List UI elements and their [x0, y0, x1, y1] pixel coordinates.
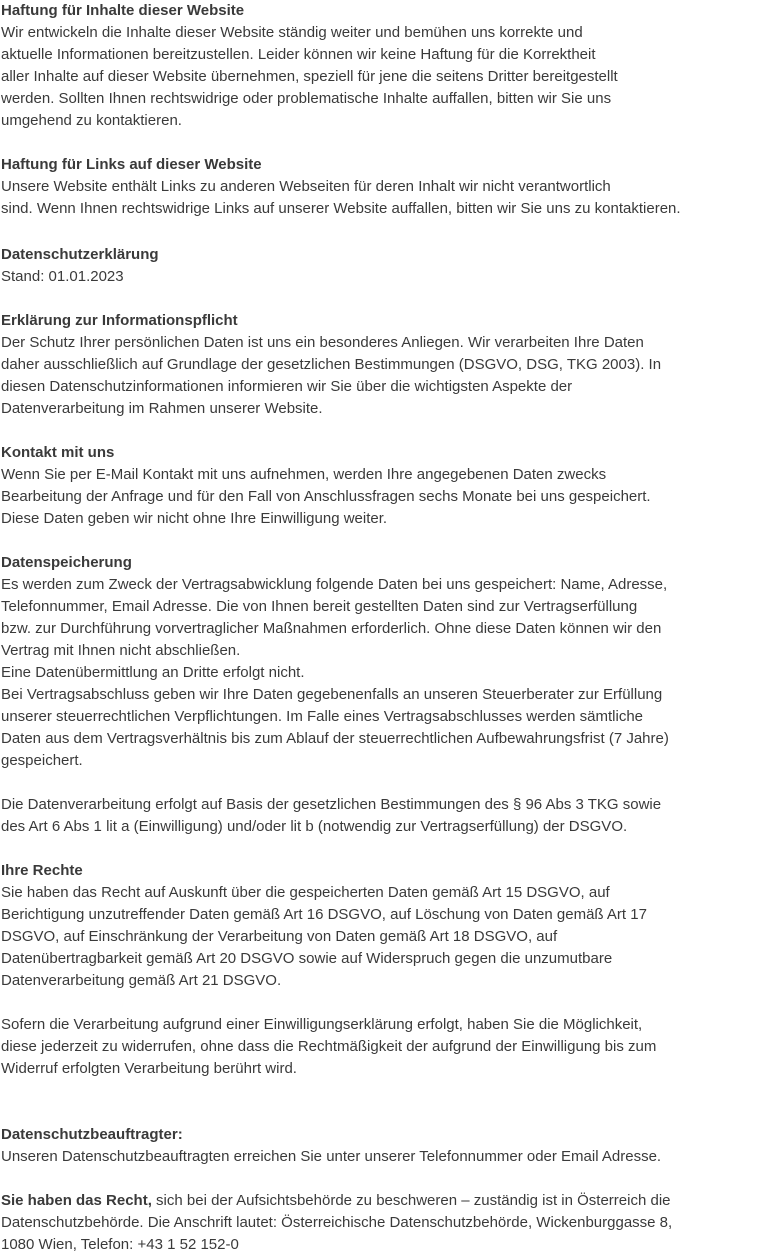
paragraph-line: Der Schutz Ihrer persönlichen Daten ist uns ein besonderes Anliegen. Wir verarbeiten Ihre Daten	[1, 334, 644, 351]
paragraph-line: Stand: 01.01.2023	[1, 268, 124, 285]
paragraph-line: gespeichert.	[1, 752, 83, 769]
paragraph-line: unserer steuerrechtlichen Verpflichtungen. Im Falle eines Vertragsabschlusses werden sämtliche	[1, 708, 643, 725]
section-information-duty	[1, 310, 761, 420]
complaint-bold-lead: Sie haben das Recht,	[1, 1192, 152, 1209]
paragraph-line: Wenn Sie per E-Mail Kontakt mit uns aufnehmen, werden Ihre angegebenen Daten zwecks	[1, 466, 607, 483]
section-content-liability	[1, 0, 761, 132]
paragraph-line: Widerruf erfolgten Verarbeitung berührt wird.	[1, 1060, 297, 1077]
section-privacy-policy	[1, 244, 761, 288]
paragraph-line: Telefonnummer, Email Adresse. Die von Ihnen bereit gestellten Daten sind zur Vertragserfüllung	[1, 598, 638, 615]
section-heading: Ihre Rechte	[1, 862, 83, 879]
section-heading: Haftung für Links auf dieser Website	[1, 156, 262, 173]
paragraph-line: Sie haben das Recht auf Auskunft über die gespeicherten Daten gemäß Art 15 DSGVO, auf	[1, 884, 610, 901]
section-heading: Haftung für Inhalte dieser Website	[1, 2, 245, 19]
paragraph-line: DSGVO, auf Einschränkung der Verarbeitung von Daten gemäß Art 18 DSGVO, auf	[1, 928, 558, 945]
section-heading: Datenspeicherung	[1, 554, 132, 571]
section-links-liability	[1, 154, 761, 220]
paragraph-line: Datenverarbeitung gemäß Art 21 DSGVO.	[1, 972, 282, 989]
section-data-protection-officer	[1, 1124, 761, 1168]
paragraph-line: Bei Vertragsabschluss geben wir Ihre Daten gegebenenfalls an unseren Steuerberater zur Erfüllung	[1, 686, 663, 703]
section-data-storage	[1, 552, 761, 838]
paragraph-line: bzw. zur Durchführung vorvertraglicher Maßnahmen erforderlich. Ohne diese Daten können wir den	[1, 620, 662, 637]
paragraph-line: Die Datenverarbeitung erfolgt auf Basis der gesetzlichen Bestimmungen des § 96 Abs 3 TKG sowie	[1, 796, 662, 813]
paragraph-line: aller Inhalte auf dieser Website übernehmen, speziell für jene die seitens Dritter bereitgestellt	[1, 68, 618, 85]
section-heading: Erklärung zur Informationspflicht	[1, 312, 238, 329]
paragraph-line: Es werden zum Zweck der Vertragsabwicklung folgende Daten bei uns gespeichert: Name, Adresse,	[1, 576, 668, 593]
complaint-first-line-rest: sich bei der Aufsichtsbehörde zu beschweren – zuständig ist in Österreich die	[151, 1192, 671, 1209]
section-contact	[1, 442, 761, 530]
paragraph-line: Datenverarbeitung im Rahmen unserer Website.	[1, 400, 323, 417]
paragraph-line: Eine Datenübermittlung an Dritte erfolgt nicht.	[1, 664, 305, 681]
paragraph-line: 1080 Wien, Telefon: +43 1 52 152-0	[1, 1236, 239, 1253]
paragraph-line: daher ausschließlich auf Grundlage der gesetzlichen Bestimmungen (DSGVO, DSG, TKG 2003). In	[1, 356, 662, 373]
paragraph-line: des Art 6 Abs 1 lit a (Einwilligung) und/oder lit b (notwendig zur Vertragserfüllung) der DSGVO.	[1, 818, 628, 835]
paragraph-line: Datenübertragbarkeit gemäß Art 20 DSGVO sowie auf Widerspruch gegen die unzumutbare	[1, 950, 613, 967]
paragraph-line: Unsere Website enthält Links zu anderen Webseiten für deren Inhalt wir nicht verantwortlich	[1, 178, 611, 195]
paragraph-line: umgehend zu kontaktieren.	[1, 112, 182, 129]
paragraph-line: Berichtigung unzutreffender Daten gemäß Art 16 DSGVO, auf Löschung von Daten gemäß Art 17	[1, 906, 647, 923]
paragraph-line: Wir entwickeln die Inhalte dieser Website ständig weiter und bemühen uns korrekte und	[1, 24, 583, 41]
paragraph-line: Bearbeitung der Anfrage und für den Fall von Anschlussfragen sechs Monate bei uns gespeichert.	[1, 488, 651, 505]
section-heading: Kontakt mit uns	[1, 444, 115, 461]
paragraph-line: Datenschutzbehörde. Die Anschrift lautet: Österreichische Datenschutzbehörde, Wickenburggasse 8,	[1, 1214, 673, 1231]
paragraph-line: diesen Datenschutzinformationen informieren wir Sie über die wichtigsten Aspekte der	[1, 378, 573, 395]
paragraph-line: Sofern die Verarbeitung aufgrund einer Einwilligungserklärung erfolgt, haben Sie die Möglichkeit,	[1, 1016, 643, 1033]
paragraph-line: Diese Daten geben wir nicht ohne Ihre Einwilligung weiter.	[1, 510, 388, 527]
paragraph-line: Daten aus dem Vertragsverhältnis bis zum Ablauf der steuerrechtlichen Aufbewahrungsfrist (7 Jahre)	[1, 730, 669, 747]
paragraph-line: werden. Sollten Ihnen rechtswidrige oder problematische Inhalte auffallen, bitten wir Sie uns	[1, 90, 612, 107]
section-complaint-right	[1, 1190, 761, 1256]
section-heading: Datenschutzbeauftragter:	[1, 1126, 183, 1143]
paragraph-line: Unseren Datenschutzbeauftragten erreichen Sie unter unserer Telefonnummer oder Email Adresse.	[1, 1148, 662, 1165]
section-your-rights	[1, 860, 761, 1080]
paragraph-line: sind. Wenn Ihnen rechtswidrige Links auf unserer Website auffallen, bitten wir Sie uns zu kontaktieren.	[1, 200, 681, 217]
paragraph-line: diese jederzeit zu widerrufen, ohne dass die Rechtmäßigkeit der aufgrund der Einwilligung bis zum	[1, 1038, 657, 1055]
paragraph-line: Vertrag mit Ihnen nicht abschließen.	[1, 642, 241, 659]
section-heading: Datenschutzerklärung	[1, 246, 159, 263]
paragraph-line: aktuelle Informationen bereitzustellen. Leider können wir keine Haftung für die Korrektheit	[1, 46, 596, 63]
paragraph-line	[1, 1190, 761, 1212]
